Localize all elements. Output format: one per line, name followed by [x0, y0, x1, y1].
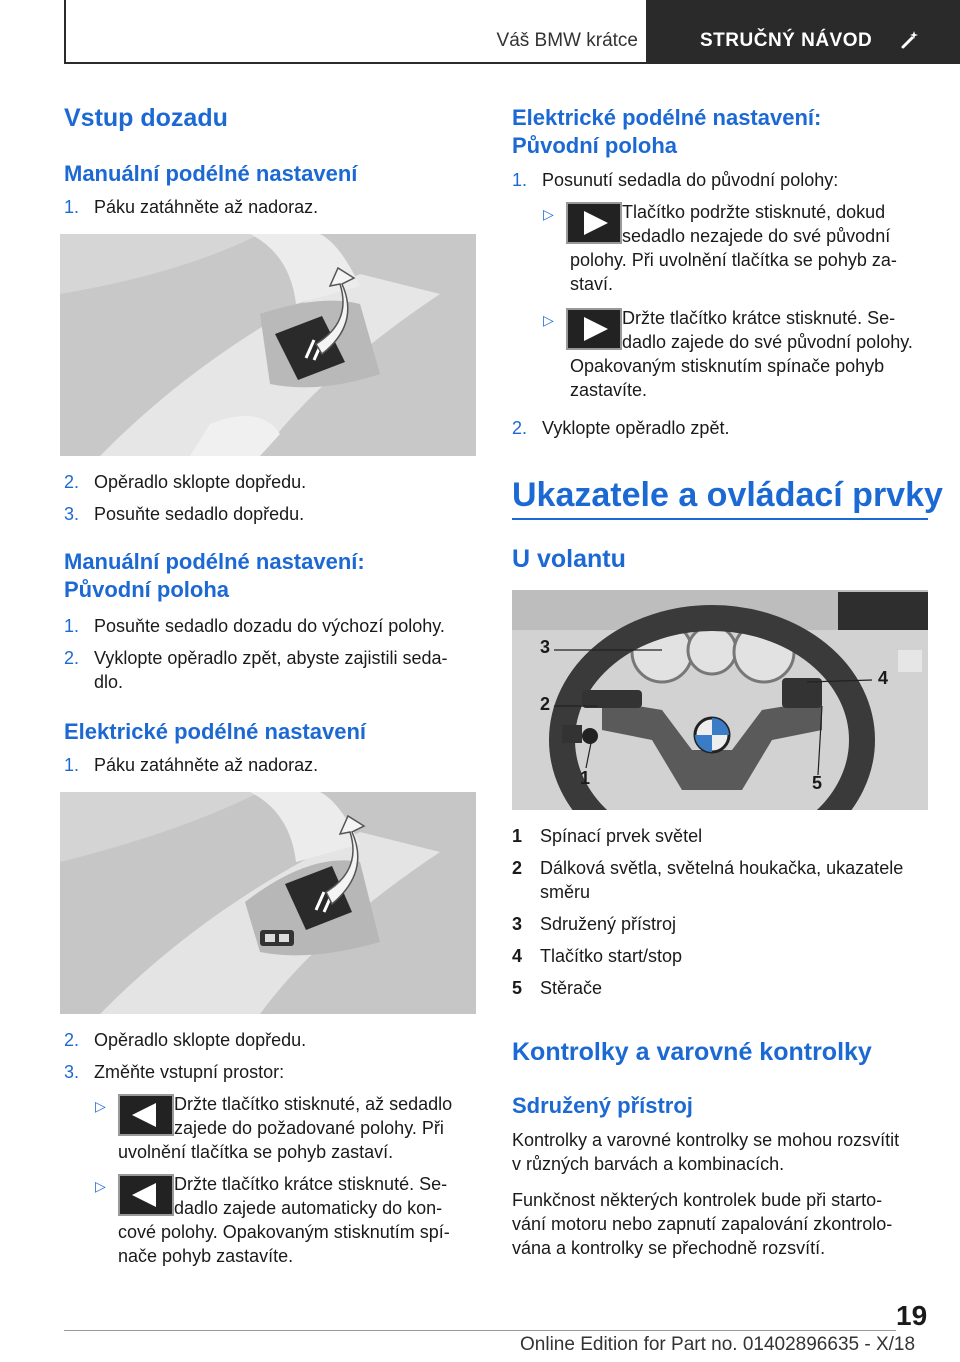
- seat-forward-button-icon: [566, 308, 622, 350]
- callout-1: 1: [580, 768, 591, 788]
- bullet-triangle-icon: ▷: [543, 312, 554, 328]
- bullet-text: zajede do požadované polohy. Při: [174, 1118, 444, 1138]
- bullet-text: Držte tlačítko stisknuté, až sedadlo: [174, 1094, 453, 1114]
- subsection-heading: U volantu: [512, 545, 626, 573]
- bullet-text: Držte tlačítko krátce stisknuté. Se-: [174, 1174, 448, 1194]
- bullet-triangle-icon: ▷: [543, 206, 554, 222]
- bullet-text: zastavíte.: [570, 380, 648, 400]
- callout-3: 3: [540, 637, 551, 657]
- header-left-label: Váš BMW krátce: [496, 30, 638, 51]
- list-item: 2. Vyklopte opěradlo zpět.: [512, 418, 730, 438]
- subsection-heading: Manuální podélné nastavení: Původní poloha: [64, 549, 365, 602]
- legend-item: 5 Stěrače: [512, 978, 603, 998]
- legend-item: 2 Dálková světla, světelná houkačka, ukazatele směru: [512, 858, 904, 902]
- bullet-text: nače pohyb zastavíte.: [118, 1246, 294, 1266]
- list-item: 3. Změňte vstupní prostor:: [64, 1062, 285, 1082]
- seat-lever-photo: [60, 234, 476, 456]
- bullet-triangle-icon: ▷: [95, 1178, 106, 1194]
- bullet-text: uvolnění tlačítka se pohyb zastaví.: [118, 1142, 394, 1162]
- bullet-triangle-icon: ▷: [95, 1098, 106, 1114]
- list-item: 1. Posunutí sedadla do původní polohy:: [512, 170, 839, 190]
- header-left-tab: [64, 0, 648, 64]
- subsection-heading: Elektrické podélné nastavení: Původní poloha: [512, 105, 822, 158]
- header-right-tab: [648, 0, 960, 64]
- section-title: Kontrolky a varovné kontrolky: [512, 1038, 872, 1066]
- seat-electric-switch-photo: [60, 792, 476, 1014]
- bullet-text: Držte tlačítko krátce stisknuté. Se-: [622, 308, 896, 328]
- bullet-text: polohy. Při uvolnění tlačítka se pohyb za-: [570, 250, 897, 270]
- bullet-text: staví.: [570, 274, 614, 294]
- list-item: 2. Vyklopte opěradlo zpět, abyste zajistili seda- dlo.: [64, 648, 448, 692]
- paragraph-line: v různých barvách a kombinacích.: [512, 1154, 785, 1174]
- subsection-heading: Elektrické podélné nastavení: [64, 719, 367, 744]
- page-number: 19: [896, 1300, 928, 1331]
- section-title: Vstup dozadu: [64, 104, 228, 132]
- list-item: 2. Opěradlo sklopte dopředu.: [64, 472, 307, 492]
- paragraph-line: vána a kontrolky se přechodně rozsvítí.: [512, 1238, 826, 1258]
- callout-2: 2: [540, 694, 551, 714]
- footer-edition: Online Edition for Part no. 01402896635 - X/18: [520, 1334, 916, 1355]
- list-item: 2. Opěradlo sklopte dopředu.: [64, 1030, 307, 1050]
- list-item: 3. Posuňte sedadlo dopředu.: [64, 504, 305, 524]
- paragraph-line: Funkčnost některých kontrolek bude při starto-: [512, 1190, 883, 1210]
- subsection-heading: Sdružený přístroj: [512, 1093, 693, 1118]
- bullet-text: cové polohy. Opakovaným stisknutím spí-: [118, 1222, 450, 1242]
- subsection-heading: Manuální podélné nastavení: [64, 161, 358, 186]
- footer-divider: [64, 1330, 896, 1331]
- callout-4: 4: [878, 668, 889, 688]
- chapter-rule: [512, 518, 928, 520]
- bullet-text: Opakovaným stisknutím spínače pohyb: [570, 356, 885, 376]
- steering-wheel-photo: [512, 590, 928, 810]
- list-item: 1. Posuňte sedadlo dozadu do výchozí polohy.: [64, 616, 445, 636]
- paragraph-line: Kontrolky a varovné kontrolky se mohou rozsvítit: [512, 1130, 900, 1150]
- wand-icon: [900, 30, 920, 50]
- bullet-text: Tlačítko podržte stisknuté, dokud: [622, 202, 886, 222]
- bullet-text: dadlo zajede do své původní polohy.: [622, 332, 913, 352]
- seat-back-button-icon: [118, 1094, 174, 1136]
- list-item: 1. Páku zatáhněte až nadoraz.: [64, 197, 319, 217]
- bullet-text: sedadlo nezajede do své původní: [622, 226, 891, 246]
- legend-item: 1 Spínací prvek světel: [512, 826, 703, 846]
- paragraph-line: vání motoru nebo zapnutí zapalování zkontrolo-: [512, 1214, 893, 1234]
- legend-item: 4 Tlačítko start/stop: [512, 946, 683, 966]
- callout-5: 5: [812, 773, 823, 793]
- chapter-title: Ukazatele a ovládací prvky: [512, 476, 943, 514]
- seat-forward-button-icon: [566, 202, 622, 244]
- seat-back-button-icon: [118, 1174, 174, 1216]
- list-item: 1. Páku zatáhněte až nadoraz.: [64, 755, 319, 775]
- bullet-text: dadlo zajede automaticky do kon-: [174, 1198, 443, 1218]
- header-right-label: STRUČNÝ NÁVOD: [700, 30, 873, 51]
- legend-item: 3 Sdružený přístroj: [512, 914, 677, 934]
